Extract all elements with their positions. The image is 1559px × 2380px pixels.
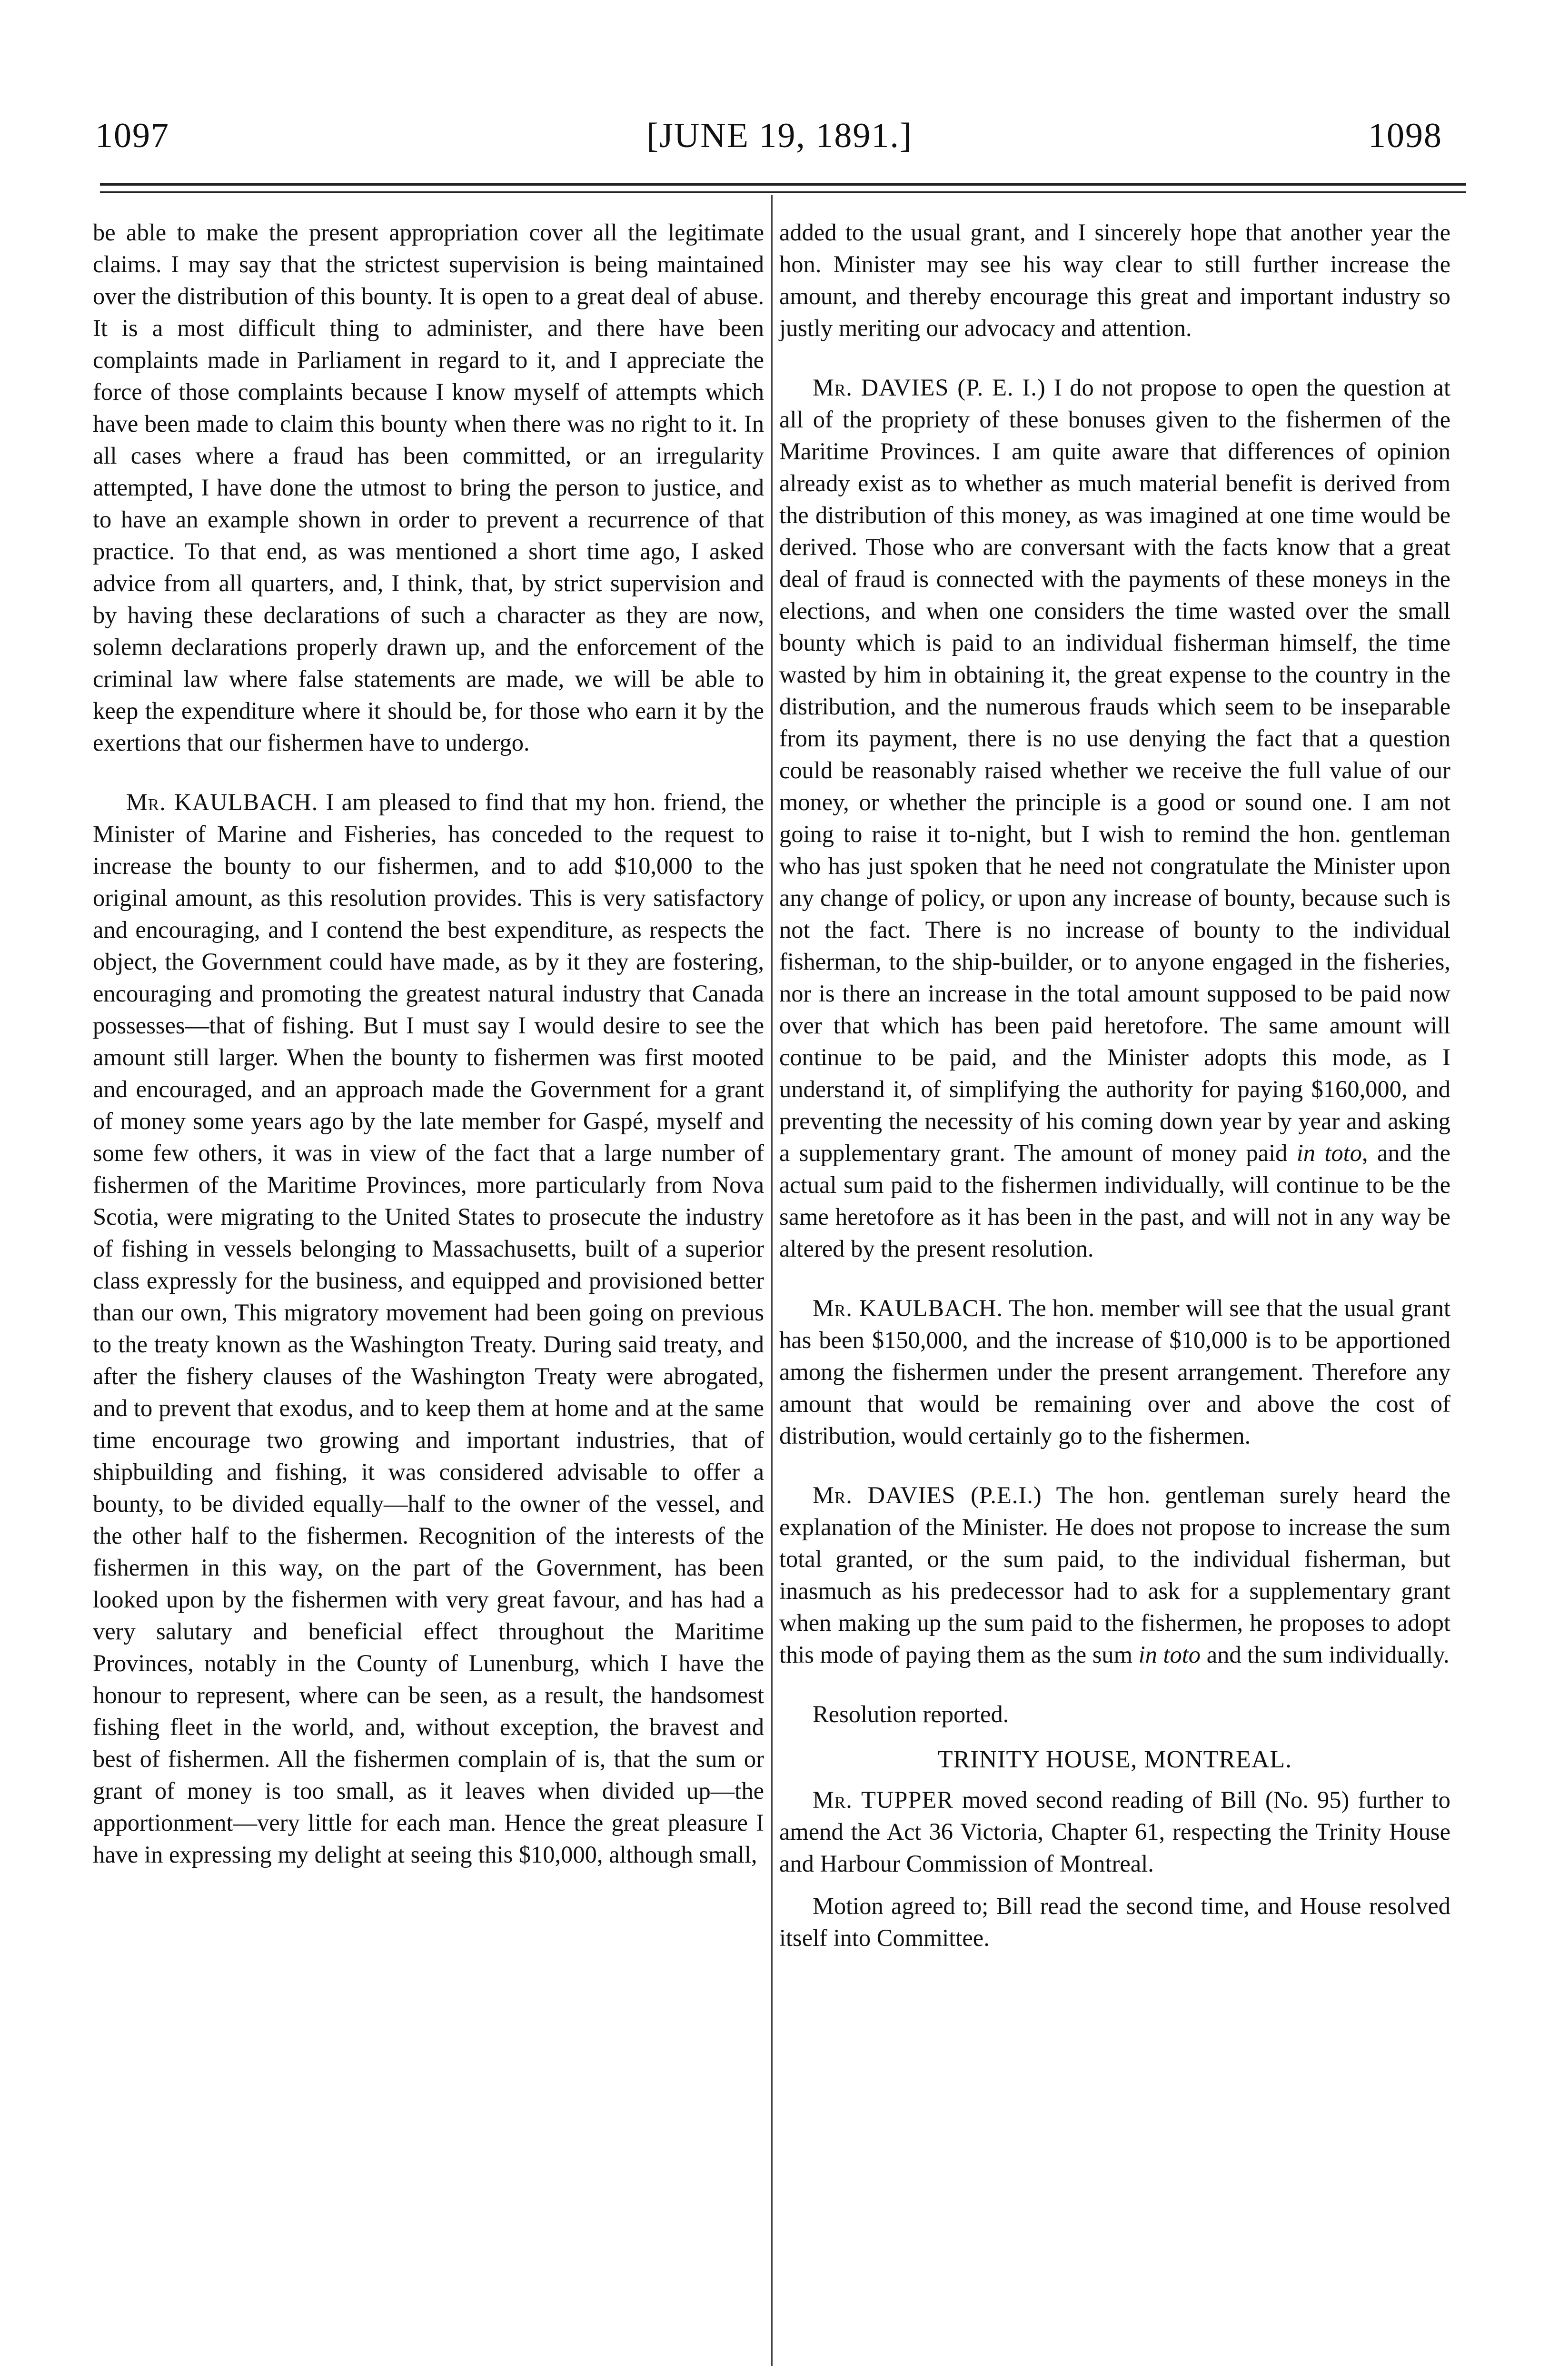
page-number-right: 1098 [1368, 116, 1442, 155]
speech-text: I do not propose to open the question at all of the propriety of these bonuses given to the fishermen of the Maritime Provinces. I am quite aware that differences of opinion already exist as to whether as much material benefit is derived from the distribution of this money, as was imagined at one time would be derived. Those who are conversant with the facts know that a great deal of fraud is connected with the payments of these moneys in the elections, and when one considers the time wasted over the small bounty which is paid to an individual fisherman himself, the time wasted by him in obtaining it, the great expense to the country in the distribution, and the numerous frauds which seem to be inseparable from its payment, there is no use denying the fact that a question could be reasonably raised whether we receive the full value of our money, or whether the principle is a good or sound one. I am not going to raise it to-night, but I wish to remind the hon. gentleman who has just spoken that he need not congratulate the Minister upon any change of policy, or upon any increase of bounty, because such is not the fact. There is no increase of bounty to the individual fisherman, to the ship-builder, or to anyone engaged in the fisheries, nor is there an increase in the total amount supposed to be paid now over that which has been paid heretofore. The same amount will continue to be paid, and the Minister adopts this mode, as I understand it, of simplifying the authority for paying $160,000, and preventing the necessity of his coming down year by year and asking a supplementary grant. The amount of money paid [779, 374, 1450, 1166]
speech-text: The hon. gentleman surely heard the explanation of the Minister. He does not propose to increase the sum total granted, or the sum paid, to the individual fisherman, but inasmuch as his predecessor had to ask for a supplementary grant when making up the sum paid to the fishermen, he proposes to adopt this mode of paying them as the sum [779, 1482, 1450, 1668]
speaker-name: Mr. KAULBACH. [126, 789, 318, 815]
speech-text: , and the actual sum paid to the fishermen individually, will continue to be the same heretofore as it has been in the past, and will not in any way be altered by the present resolution. [779, 1140, 1451, 1262]
header-rule [100, 183, 1466, 186]
paragraph: added to the usual grant, and I sincerely hope that another year the hon. Minister may see his way clear to still further increase the amount, and thereby encourage this great and important industry so justly meriting our advocacy and attention. [779, 219, 1450, 341]
speaker-name: Mr. DAVIES (P. E. I.) [813, 374, 1046, 401]
header-rule-thin [100, 191, 1466, 193]
date-heading: [JUNE 19, 1891.] [646, 116, 913, 155]
italic-term: in toto [1296, 1140, 1362, 1166]
speaker-name: Mr. DAVIES (P.E.I.) [813, 1482, 1042, 1508]
speech-text: The hon. member will see that the usual grant has been $150,000, and the increase of $10,000 is to be apportioned among the fishermen under the present arrangement. Therefore any amount that would be remaining over and above the cost of distribution, would certainly go to the fishermen. [779, 1295, 1450, 1449]
paragraph [779, 1479, 1450, 1671]
paragraph [93, 786, 764, 1871]
speech-text: and the sum individually. [1206, 1641, 1450, 1668]
left-column [93, 217, 764, 1898]
paragraph [779, 1784, 1450, 1880]
speaker-name: Mr. KAULBACH. [813, 1295, 1003, 1321]
paragraph: Motion agreed to; Bill read the second time, and House resolved itself into Committee. [779, 1893, 1450, 1951]
right-column [779, 217, 1450, 1982]
paragraph [779, 1292, 1450, 1452]
column-divider [771, 195, 773, 2366]
speech-text: I am pleased to find that my hon. friend, the Minister of Marine and Fisheries, has conceded to the request to increase the bounty to our fishermen, and to add $10,000 to the original amount, as this resolution provides. This is very satisfactory and encouraging, and I contend the best expenditure, as respects the object, the Government could have made, as by it they are fostering, encouraging and promoting the greatest natural industry that Canada possesses—that of fishing. But I must say I would desire to see the amount still larger. When the bounty to fishermen was first mooted and encouraged, and an approach made the Government for a grant of money some years ago by the late member for Gaspé, myself and some few others, it was in view of the fact that a large number of fishermen of the Maritime Provinces, more particularly from Nova Scotia, were migrating to the United States to prosecute the industry of fishing in vessels belonging to Massachusetts, built of a superior class expressly for the business, and equipped and provisioned better than our own, This migratory movement had been going on previous to the treaty known as the Washington Treaty. During said treaty, and after the fishery clauses of the Washington Treaty were abrogated, and to prevent that exodus, and to keep them at home and at the same time encourage two growing and important industries, that of shipbuilding and fishing, it was considered advisable to offer a bounty, to be divided equally—half to the owner of the vessel, and the other half to the fishermen. Recognition of the interests of the fishermen in this way, on the part of the Government, has been looked upon by the fishermen with very great favour, and has had a very salutary and beneficial effect throughout the Maritime Provinces, notably in the County of Lunenburg, which I have the honour to represent, where can be seen, as a result, the handsomest fishing fleet in the world, and, without exception, the bravest and best of fishermen. All the fishermen complain of is, that the sum or grant of money is too small, as it leaves when divided up—the apportionment—very little for each man. Hence the great pleasure I have in expressing my delight at seeing this $10,000, although small, [93, 789, 765, 1868]
section-heading: TRINITY HOUSE, MONTREAL. [937, 1746, 1292, 1773]
paragraph: be able to make the present appropriation cover all the legitimate claims. I may say that the strictest supervision is being maintained over the distribution of this bounty. It is open to a great deal of abuse. It is a most difficult thing to administer, and there have been complaints made in Parliament in regard to it, and I appreciate the force of those complaints because I know myself of attempts which have been made to claim this bounty when there was no right to it. In all cases where a fraud has been committed, or an irregularity attempted, I have done the utmost to bring the person to justice, and to have an example shown in order to prevent a recurrence of that practice. To that end, as was mentioned a short time ago, I asked advice from all quarters, and, I think, that, by strict supervision and by having these declarations of such a character as they are now, solemn declarations properly drawn up, and the enforcement of the criminal law where false statements are made, we will be able to keep the expenditure where it should be, for those who earn it by the exertions that our fishermen have to undergo. [93, 219, 764, 756]
paragraph [779, 372, 1450, 1265]
speech-text: moved second reading of Bill (No. 95) further to amend the Act 36 Victoria, Chapter 61, respecting the Trinity House and Harbour Commission of Montreal. [779, 1786, 1451, 1877]
speaker-name: Mr. TUPPER [813, 1786, 953, 1813]
paragraph: Resolution reported. [813, 1701, 1009, 1727]
page-header [0, 109, 1559, 162]
italic-term: in toto [1138, 1641, 1201, 1668]
page-number-left: 1097 [95, 116, 169, 155]
